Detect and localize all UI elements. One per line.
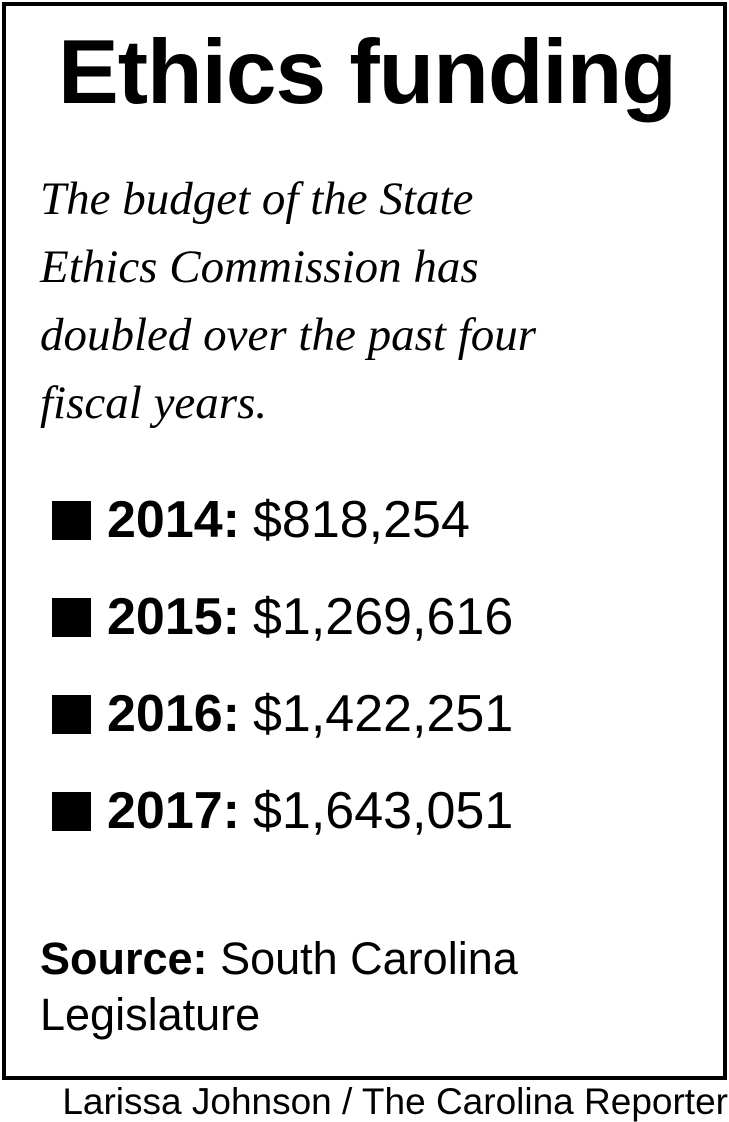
credit-line: Larissa Johnson / The Carolina Reporter bbox=[62, 1081, 728, 1122]
bullet-square-icon bbox=[52, 792, 91, 831]
bullet-square-icon bbox=[52, 501, 91, 540]
list-item bbox=[52, 588, 514, 646]
list-item bbox=[52, 685, 514, 743]
factbox-panel bbox=[2, 2, 727, 1080]
list-item bbox=[52, 782, 514, 840]
year-label: 2017: bbox=[107, 782, 240, 840]
description-line: doubled over the past four bbox=[40, 309, 537, 361]
year-label: 2016: bbox=[107, 685, 240, 743]
source bbox=[40, 931, 518, 1043]
year-label: 2015: bbox=[107, 588, 240, 646]
list-item bbox=[52, 491, 513, 549]
bullet-square-icon bbox=[52, 695, 91, 734]
amount-value: $1,643,051 bbox=[253, 782, 514, 840]
year-label: 2014: bbox=[107, 491, 240, 549]
amount-value: $818,254 bbox=[253, 491, 470, 549]
source-label: Source: bbox=[40, 933, 208, 984]
source-value: South Carolina bbox=[220, 933, 518, 984]
description-line: The budget of the State bbox=[40, 173, 474, 225]
description-line: Ethics Commission has bbox=[40, 241, 479, 293]
amount-value: $1,269,616 bbox=[253, 588, 514, 646]
budget-list bbox=[52, 491, 514, 882]
source-line bbox=[40, 931, 518, 987]
amount-value: $1,422,251 bbox=[253, 685, 514, 743]
bullet-square-icon bbox=[52, 598, 91, 637]
page-title: Ethics funding bbox=[58, 22, 676, 123]
description-line: fiscal years. bbox=[40, 377, 268, 429]
source-value: Legislature bbox=[40, 989, 261, 1040]
description bbox=[40, 165, 536, 437]
